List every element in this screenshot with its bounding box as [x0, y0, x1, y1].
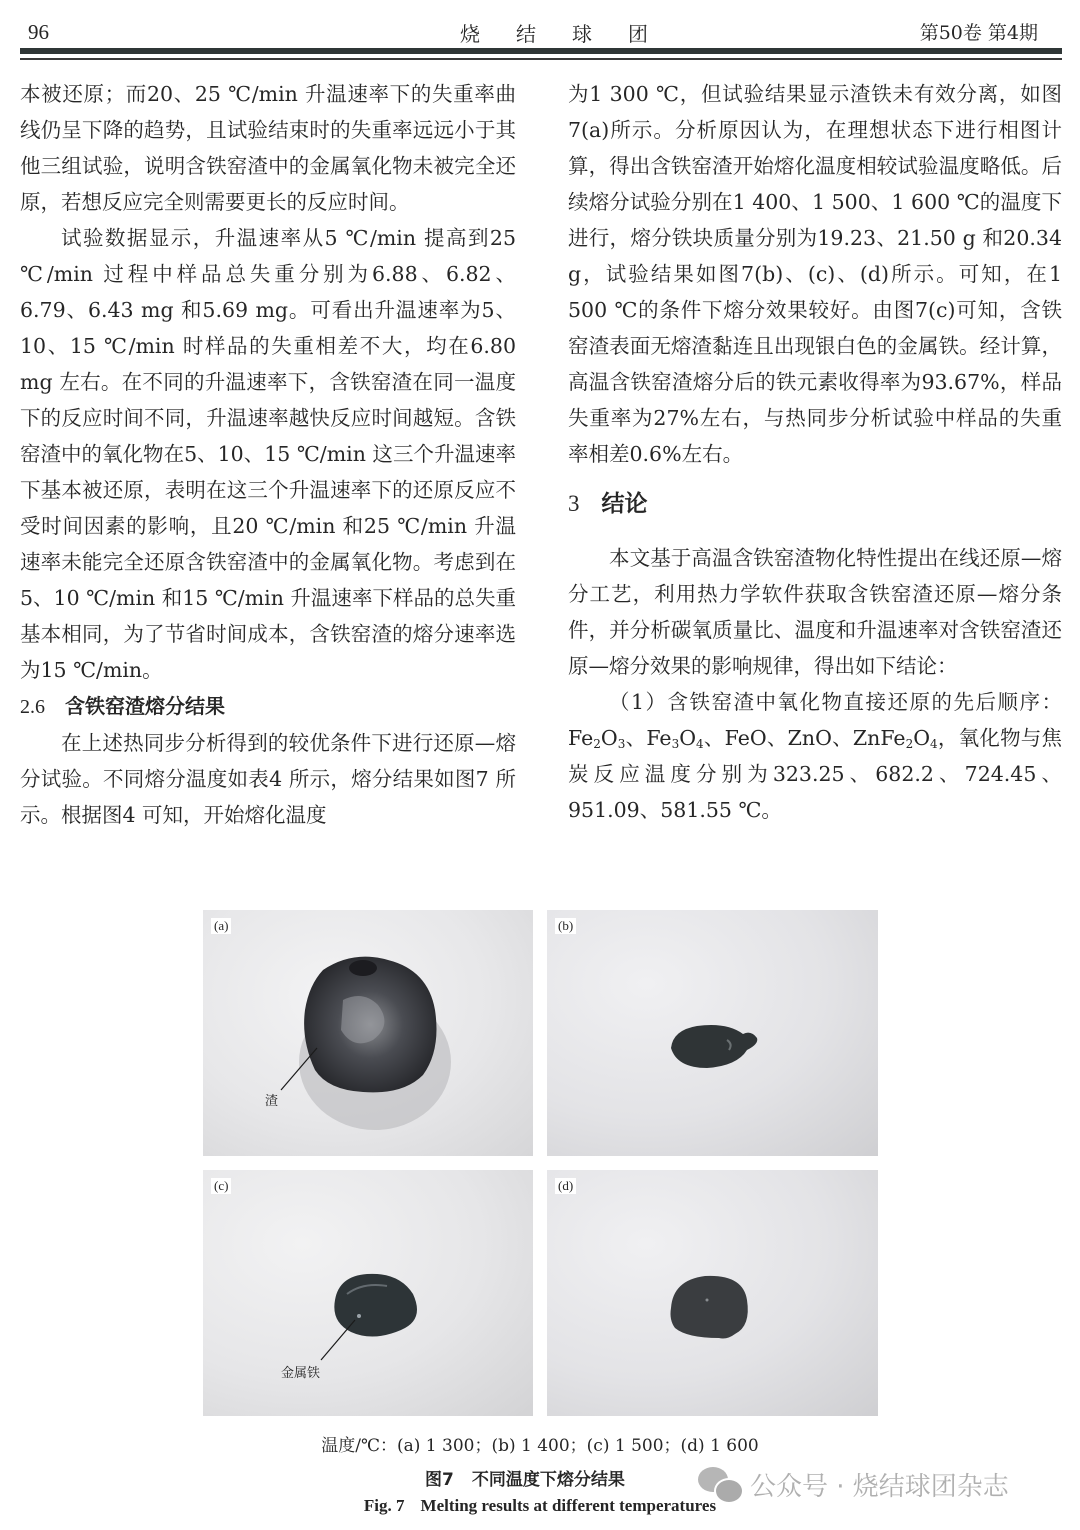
panel-label: (d) [555, 1178, 576, 1194]
photo-panel-c [203, 1170, 533, 1416]
slag-sample-a-icon [203, 910, 533, 1156]
figure-number-cn: 图7 [425, 1470, 454, 1490]
photo-panel-b [547, 910, 878, 1156]
section-number: 2.6 [20, 696, 45, 718]
oxide-formula: $Fe_3O_4$ [646, 726, 704, 751]
photo-panel-d [547, 1170, 878, 1416]
panel-label: (b) [555, 918, 576, 934]
conclusion-suffix: ，氧化物与焦炭反应温度分别为323.25、682.2、724.45、951.09、581.55 ℃。 [568, 726, 1063, 822]
oxide-list: $Fe_2O_3$、$Fe_3O_4$、FeO、ZnO、$ZnFe_2O_4$ [568, 726, 938, 751]
figure-number-en: Fig. 7 [363, 1496, 405, 1515]
figure-subcaption: 温度/℃：(a) 1 300；(b) 1 400；(c) 1 500；(d) 1 600 [321, 1436, 759, 1456]
paragraph: 在上述热同步分析得到的较优条件下进行还原—熔分试验。不同熔分温度如表4 所示，熔分结果如图7 所示。根据图4 可知，开始熔化温度 [20, 731, 516, 827]
iron-sample-c-icon [203, 1170, 533, 1416]
page-number: 96 [28, 20, 49, 44]
section-title: 结论 [601, 491, 648, 517]
header-rule-thin [20, 58, 1062, 60]
oxide-formula: FeO [724, 726, 767, 750]
right-column [568, 76, 1062, 828]
slag-annotation: 渣 [265, 1094, 279, 1109]
issue-label: 第50卷 第4期 [919, 22, 1038, 44]
paragraph: 本被还原；而20、25 ℃/min 升温速率下的失重率曲线仍呈下降的趋势，且试验结束时的失重率远远小于其他三组试验，说明含铁窑渣中的金属氧化物未被完全还原，若想反应完全则需要更长的反应时间。 [20, 82, 516, 214]
panel-label: (c) [211, 1178, 231, 1194]
header-rule-thick [20, 48, 1062, 54]
section-title: 含铁窑渣熔分结果 [65, 694, 225, 718]
paragraph: 为1 300 ℃，但试验结果显示渣铁未有效分离，如图7(a)所示。分析原因认为，在理想状态下进行相图计算，得出含铁窑渣开始熔化温度相较试验温度略低。后续熔分试验分别在1 400、1 500、1 600 ℃的温度下进行，熔分铁块质量分别为19.23、21.50 g 和20.34 g，试验结果如图7(b)、(c)、(d)所示。可知，在1 500 ℃的条件下熔分效果较好。由图7(c)可知，含铁窑渣表面无熔渣黏连且出现银白色的金属铁。经计算，高温含铁窑渣熔分后的铁元素收得率为93.67%，样品失重率为27%左右，与热同步分析试验中样品的失重率相差0.6%左右。 [568, 82, 1062, 466]
figure-7-grid [203, 910, 878, 1418]
iron-sample-b-icon [547, 910, 878, 1156]
oxide-formula: $Fe_2O_3$ [568, 726, 626, 751]
oxide-formula: ZnO [787, 726, 832, 750]
figure-title-cn: 不同温度下熔分结果 [471, 1470, 625, 1490]
paragraph: 试验数据显示，升温速率从5 ℃/min 提高到25 ℃/min 过程中样品总失重分别为6.88、6.82、6.79、6.43 mg 和5.69 mg。可看出升温速率为5、10、15 ℃/min 时样品的失重相差不大，均在6.80 mg 左右。在不同的升温速率下，含铁窑渣在同一温度下的反应时间不同，升温速率越快反应时间越短。含铁窑渣中的氧化物在5、10、15 ℃/min 这三个升温速率下基本被还原，表明在这三个升温速率下的还原反应不受时间因素的影响，且20 ℃/min 和25 ℃/min 升温速率未能完全还原含铁窑渣中的金属氧化物。考虑到在5、10 ℃/min 和15 ℃/min 升温速率下样品的总失重基本相同，为了节省时间成本，含铁窑渣的熔分速率选为15 ℃/min。 [20, 226, 516, 682]
wechat-watermark [698, 1466, 1009, 1503]
metallic-iron-annotation: 金属铁 [281, 1366, 321, 1381]
panel-label: (a) [211, 918, 231, 934]
paragraph: 本文基于高温含铁窑渣物化特性提出在线还原—熔分工艺，利用热力学软件获取含铁窑渣还原—熔分条件，并分析碳氧质量比、温度和升温速率对含铁窑渣还原—熔分效果的影响规律，得出如下结论： [568, 546, 1062, 678]
section-heading-3 [568, 486, 1062, 522]
oxide-formula: $ZnFe_2O_4$ [852, 726, 938, 751]
conclusion-prefix: （1）含铁窑渣中氧化物直接还原的先后顺序： [609, 690, 1062, 714]
left-column [20, 76, 516, 833]
wechat-icon [698, 1467, 742, 1503]
figure-caption-cn [425, 1465, 625, 1490]
figure-title-en: Melting results at different temperatures [420, 1496, 717, 1515]
section-number: 3 [568, 491, 580, 516]
section-heading-2-6 [20, 688, 516, 725]
photo-panel-a [203, 910, 533, 1156]
journal-title: 烧结球团 [460, 22, 684, 46]
watermark-text: 公众号 · 烧结球团杂志 [750, 1472, 1009, 1502]
iron-sample-d-icon [547, 1170, 878, 1416]
conclusion-item-1 [568, 684, 1062, 828]
